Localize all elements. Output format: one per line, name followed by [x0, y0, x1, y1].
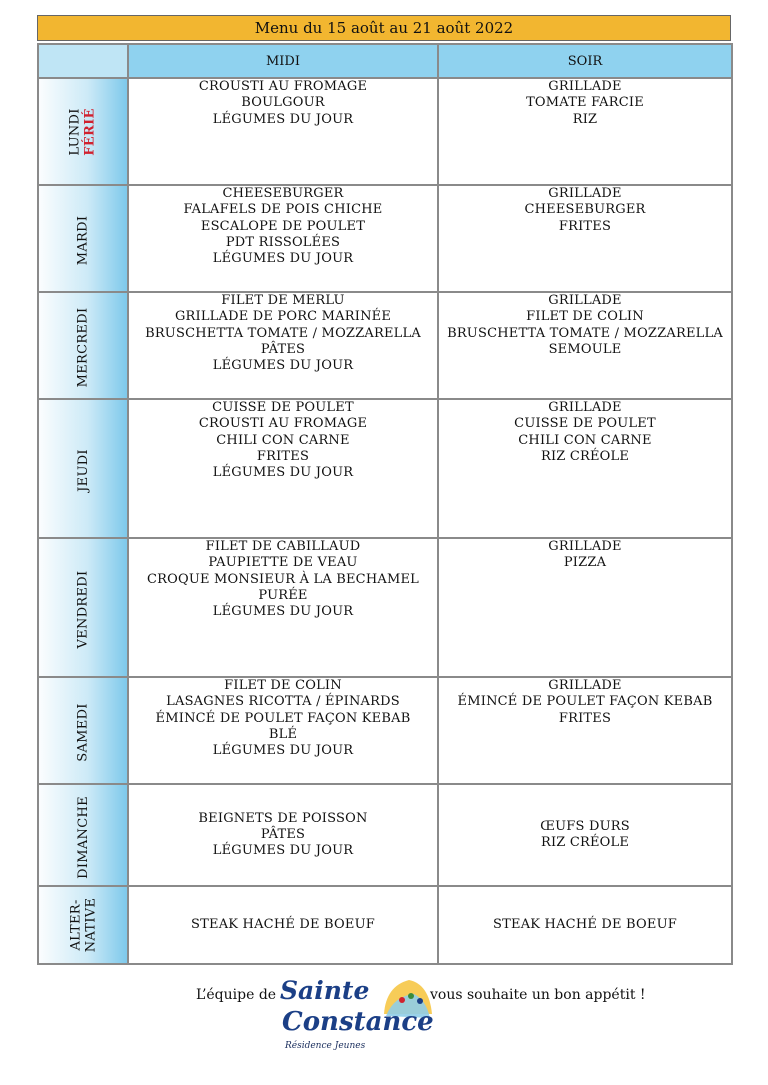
day-row: [38, 78, 732, 185]
menu-item: BEIGNETS DE POISSON: [198, 810, 368, 826]
menu-item: ÉMINCÉ DE POULET FAÇON KEBAB: [457, 694, 713, 710]
day-name: ALTER-: [67, 899, 83, 951]
day-name: DIMANCHE: [75, 795, 91, 879]
day-cell: [38, 78, 128, 185]
menu-item: CUISSE DE POULET: [514, 416, 656, 432]
soir-cell: [438, 886, 732, 964]
day-label: [76, 308, 91, 388]
midi-cell: [128, 292, 438, 399]
menu-item: PURÉE: [258, 587, 308, 603]
menu-item: GRILLADE: [548, 293, 622, 308]
day-cell: [38, 185, 128, 292]
menu-item: LÉGUMES DU JOUR: [212, 111, 354, 127]
day-name-second-line: NATIVE: [82, 897, 98, 953]
corner-cell: [38, 44, 128, 78]
midi-cell: [128, 677, 438, 784]
ferie-badge: FÉRIÉ: [83, 107, 98, 156]
day-row: [38, 677, 732, 784]
day-name: JEUDI: [75, 449, 91, 492]
day-row: [38, 886, 732, 964]
day-name: VENDREDI: [75, 570, 91, 649]
menu-item: CROUSTI AU FROMAGE: [198, 416, 368, 432]
menu-item: CHEESEBURGER: [222, 186, 344, 201]
menu-item: LÉGUMES DU JOUR: [212, 358, 354, 374]
menu-item: CHILI CON CARNE: [518, 432, 652, 448]
day-label: [68, 898, 98, 953]
menu-item: CHILI CON CARNE: [216, 432, 350, 448]
day-cell: [38, 677, 128, 784]
menu-item: LÉGUMES DU JOUR: [212, 251, 354, 267]
menu-item: FALAFELS DE POIS CHICHE: [183, 202, 383, 218]
menu-item: PDT RISSOLÉES: [225, 234, 341, 250]
day-cell: [38, 538, 128, 677]
soir-cell: [438, 677, 732, 784]
menu-item: LASAGNES RICOTTA / ÉPINARDS: [166, 694, 400, 710]
menu-item: CHEESEBURGER: [524, 202, 646, 218]
midi-cell: [128, 538, 438, 677]
menu-item: LÉGUMES DU JOUR: [212, 843, 354, 859]
menu-item: BRUSCHETTA TOMATE / MOZZARELLA: [447, 325, 723, 341]
menu-item: RIZ CRÉOLE: [540, 448, 630, 464]
menu-table: [37, 43, 733, 965]
menu-item: RIZ CRÉOLE: [540, 835, 630, 850]
menu-item: GRILLADE DE PORC MARINÉE: [174, 309, 392, 325]
menu-item: BRUSCHETTA TOMATE / MOZZARELLA: [145, 325, 421, 341]
menu-body: [38, 78, 732, 964]
logo-subtitle: Résidence Jeunes: [285, 1041, 366, 1051]
logo-text-sainte: Sainte: [280, 976, 370, 1005]
soir-cell: [438, 78, 732, 185]
menu-item: PÂTES: [260, 826, 306, 842]
soir-cell: [438, 784, 732, 886]
menu-item: FRITES: [558, 218, 612, 234]
menu-item: BLÉ: [268, 726, 298, 742]
menu-item: SEMOULE: [548, 341, 622, 357]
day-name: MARDI: [75, 215, 91, 266]
menu-item: LÉGUMES DU JOUR: [212, 604, 354, 620]
midi-cell: [128, 784, 438, 886]
menu-item: PIZZA: [563, 555, 607, 571]
menu-item: CUISSE DE POULET: [212, 400, 354, 415]
soir-cell: [438, 185, 732, 292]
menu-item: LÉGUMES DU JOUR: [212, 465, 354, 481]
menu-item: LÉGUMES DU JOUR: [212, 743, 354, 759]
menu-item: FILET DE MERLU: [221, 293, 345, 308]
header-soir: SOIR: [438, 44, 732, 78]
midi-cell: [128, 399, 438, 538]
menu-item: CROQUE MONSIEUR À LA BECHAMEL: [146, 571, 419, 587]
footer: [0, 974, 768, 1064]
day-cell: [38, 784, 128, 886]
midi-cell: [128, 185, 438, 292]
day-row: [38, 292, 732, 399]
day-row: [38, 538, 732, 677]
day-label: [75, 216, 90, 266]
menu-item: GRILLADE: [548, 678, 622, 693]
menu-item: ÉMINCÉ DE POULET FAÇON KEBAB: [155, 710, 411, 726]
day-cell: [38, 399, 128, 538]
menu-item: CROUSTI AU FROMAGE: [198, 79, 368, 94]
menu-item: GRILLADE: [548, 186, 622, 201]
menu-item: GRILLADE: [548, 539, 622, 554]
day-row: [38, 185, 732, 292]
menu-item: GRILLADE: [548, 79, 622, 94]
menu-item: STEAK HACHÉ DE BOEUF: [493, 916, 677, 932]
footer-left-text: L’équipe de: [196, 987, 277, 1003]
day-cell: [38, 292, 128, 399]
menu-item: FRITES: [256, 448, 310, 464]
soir-cell: [438, 399, 732, 538]
menu-item: STEAK HACHÉ DE BOEUF: [191, 916, 375, 932]
menu-item: TOMATE FARCIE: [526, 95, 644, 111]
menu-item: BOULGOUR: [241, 95, 325, 111]
day-label: [76, 449, 91, 492]
menu-item: FILET DE COLIN: [526, 309, 644, 325]
menu-item: FILET DE COLIN: [224, 678, 342, 693]
menu-item: FILET DE CABILLAUD: [205, 539, 361, 554]
midi-cell: [128, 886, 438, 964]
menu-item: ESCALOPE DE POULET: [200, 218, 366, 234]
logo-text-constance: Constance: [282, 1007, 434, 1037]
footer-right-text: vous souhaite un bon appétit !: [430, 987, 646, 1003]
day-row: [38, 399, 732, 538]
menu-item: FRITES: [558, 710, 612, 726]
header-midi: MIDI: [128, 44, 438, 78]
day-label: [76, 796, 91, 879]
menu-item: GRILLADE: [548, 400, 622, 415]
day-name: LUNDI: [68, 107, 83, 156]
header-row: [38, 44, 732, 78]
soir-cell: [438, 538, 732, 677]
midi-cell: [128, 78, 438, 185]
menu-item: PAUPIETTE DE VEAU: [208, 555, 358, 571]
day-label: [68, 108, 98, 155]
menu-item: PÂTES: [260, 341, 306, 357]
day-name: MERCREDI: [75, 307, 91, 388]
day-name: SAMEDI: [75, 703, 91, 762]
menu-item: ŒUFS DURS: [540, 818, 630, 834]
soir-cell: [438, 292, 732, 399]
day-row: [38, 784, 732, 886]
menu-item: RIZ: [572, 111, 598, 127]
day-label: [75, 571, 90, 649]
page-title: Menu du 15 août au 21 août 2022: [37, 15, 731, 41]
day-cell: [38, 886, 128, 964]
day-label: [75, 703, 90, 761]
